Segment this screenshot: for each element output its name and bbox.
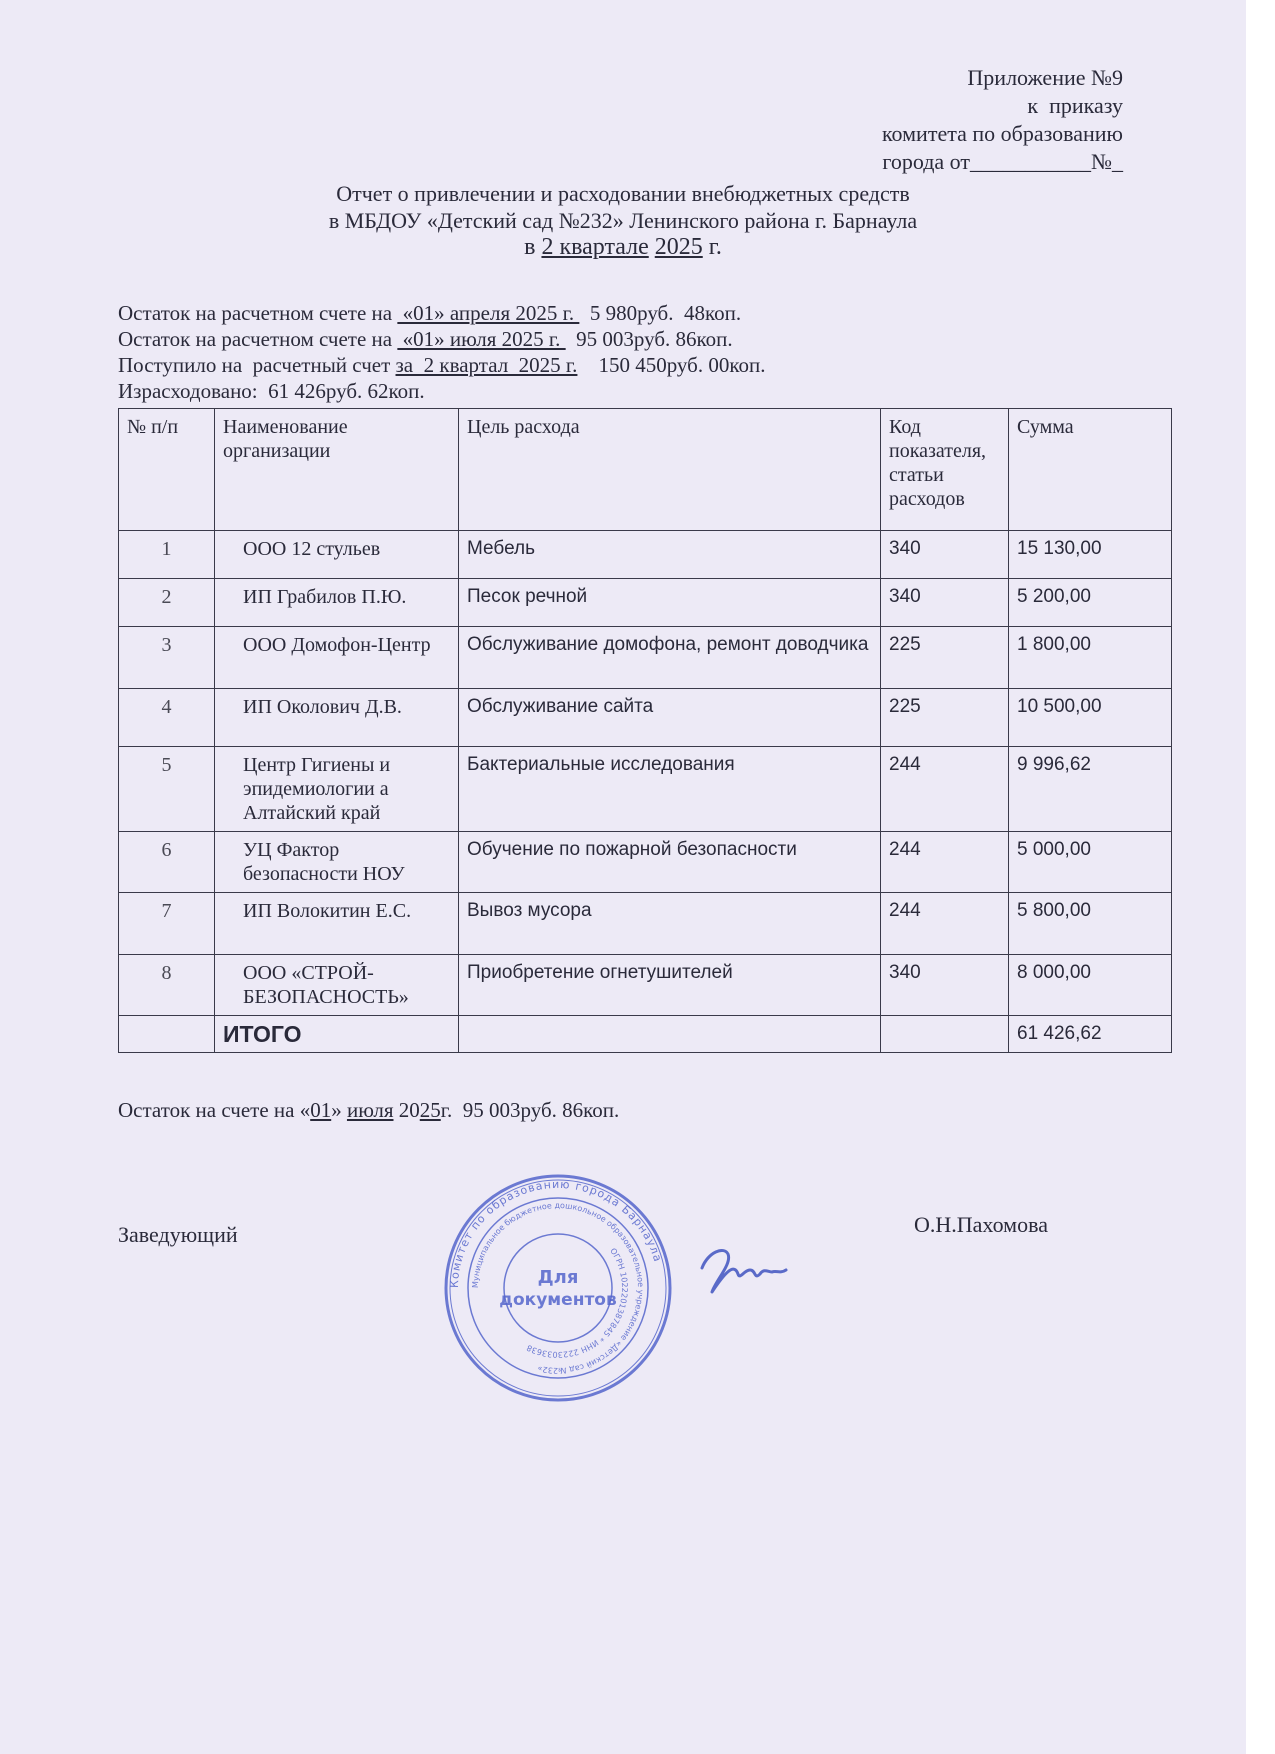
appendix-number: Приложение №9 [967, 65, 1123, 90]
row-sum: 15 130,00 [1009, 531, 1172, 579]
row-code: 244 [881, 893, 1009, 955]
spent: Израсходовано: 61 426руб. 62коп. [118, 379, 425, 403]
row-sum: 5 800,00 [1009, 893, 1172, 955]
row-org: ООО Домофон-Центр [215, 627, 459, 689]
received: Поступило на расчетный счет за 2 квартал 2025 г. 150 450руб. 00коп. [118, 353, 766, 377]
report-title [0, 180, 1246, 261]
stamp-center-line1: Для [537, 1267, 579, 1288]
header-code: Код показателя, статьи расходов [881, 409, 1009, 531]
row-org: ИП Волокитин Е.С. [215, 893, 459, 955]
row-code: 225 [881, 689, 1009, 747]
table-row [119, 531, 1172, 579]
row-goal: Обслуживание домофона, ремонт доводчика [459, 627, 881, 689]
row-code: 340 [881, 955, 1009, 1016]
title-line-2: в МБДОУ «Детский сад №232» Ленинского района г. Барнаула [328, 208, 918, 233]
row-code: 244 [881, 747, 1009, 832]
row-goal: Песок речной [459, 579, 881, 627]
row-goal: Обучение по пожарной безопасности [459, 832, 881, 893]
row-num: 6 [119, 832, 215, 893]
row-goal: Мебель [459, 531, 881, 579]
signer-name: О.Н.Пахомова [914, 1212, 1048, 1237]
row-sum: 5 200,00 [1009, 579, 1172, 627]
row-goal: Вывоз мусора [459, 893, 881, 955]
stamp-middle-text: Муниципальное бюджетное дошкольное образовательное учреждение «Детский сад №232» [470, 1200, 646, 1376]
header-goal: Цель расхода [459, 409, 881, 531]
official-stamp [443, 1173, 673, 1403]
appendix-order: к приказу [1027, 93, 1123, 118]
balance-start: Остаток на расчетном счете на «01» апреля 2025 г. 5 980руб. 48коп. [118, 301, 742, 325]
table-row [119, 627, 1172, 689]
total-empty-code [881, 1016, 1009, 1053]
row-org: ИП Грабилов П.Ю. [215, 579, 459, 627]
appendix-committee: комитета по образованию [881, 121, 1123, 146]
row-goal: Бактериальные исследования [459, 747, 881, 832]
table-row [119, 689, 1172, 747]
row-num: 1 [119, 531, 215, 579]
row-code: 244 [881, 832, 1009, 893]
balance-end: Остаток на расчетном счете на «01» июля 2025 г. 95 003руб. 86коп. [118, 327, 733, 351]
stamp-center-line2: документов [499, 1290, 617, 1310]
row-sum: 9 996,62 [1009, 747, 1172, 832]
row-num: 3 [119, 627, 215, 689]
table-row [119, 832, 1172, 893]
row-num: 5 [119, 747, 215, 832]
expense-table [118, 408, 1172, 1053]
appendix-header [882, 64, 1123, 176]
header-sum: Сумма [1009, 409, 1172, 531]
table-row [119, 893, 1172, 955]
row-code: 340 [881, 579, 1009, 627]
handwritten-signature [694, 1240, 794, 1300]
table-row [119, 747, 1172, 832]
row-code: 340 [881, 531, 1009, 579]
stamp-outer-text: Комитет по образованию города Барнаула [447, 1177, 665, 1289]
row-org: УЦ Фактор безопасности НОУ [215, 832, 459, 893]
header-org: Наименование организации [215, 409, 459, 531]
row-sum: 1 800,00 [1009, 627, 1172, 689]
title-line-3: в 2 квартале 2025 г. [524, 234, 722, 260]
row-org: ООО 12 стульев [215, 531, 459, 579]
summary-block [118, 300, 765, 404]
row-sum: 10 500,00 [1009, 689, 1172, 747]
row-num: 4 [119, 689, 215, 747]
table-header-row [119, 409, 1172, 531]
signer-position: Заведующий [118, 1222, 238, 1247]
header-num: № п/п [119, 409, 215, 531]
row-num: 8 [119, 955, 215, 1016]
closing-balance: Остаток на счете на «01» июля 2025г. 95 003руб. 86коп. [118, 1098, 620, 1122]
row-goal: Обслуживание сайта [459, 689, 881, 747]
stamp-bottom-text: ОГРН 1022201387845 * ИНН 2223033638 [525, 1246, 630, 1360]
total-label: ИТОГО [215, 1016, 459, 1053]
row-sum: 5 000,00 [1009, 832, 1172, 893]
row-goal: Приобретение огнетушителей [459, 955, 881, 1016]
row-sum: 8 000,00 [1009, 955, 1172, 1016]
title-line-1: Отчет о привлечении и расходовании внебюджетных средств [336, 181, 910, 206]
row-num: 7 [119, 893, 215, 955]
svg-text:Муниципальное бюджетное дошкол [471, 1201, 645, 1375]
scan-edge [1246, 0, 1275, 1754]
table-row [119, 955, 1172, 1016]
total-row [119, 1016, 1172, 1053]
total-empty [119, 1016, 215, 1053]
table-row [119, 579, 1172, 627]
row-org: Центр Гигиены и эпидемиологии а Алтайский край [215, 747, 459, 832]
row-org: ООО «СТРОЙ-БЕЗОПАСНОСТЬ» [215, 955, 459, 1016]
row-code: 225 [881, 627, 1009, 689]
appendix-date-line: города от___________№_ [882, 149, 1123, 174]
total-sum: 61 426,62 [1009, 1016, 1172, 1053]
total-empty-goal [459, 1016, 881, 1053]
row-org: ИП Околович Д.В. [215, 689, 459, 747]
row-num: 2 [119, 579, 215, 627]
